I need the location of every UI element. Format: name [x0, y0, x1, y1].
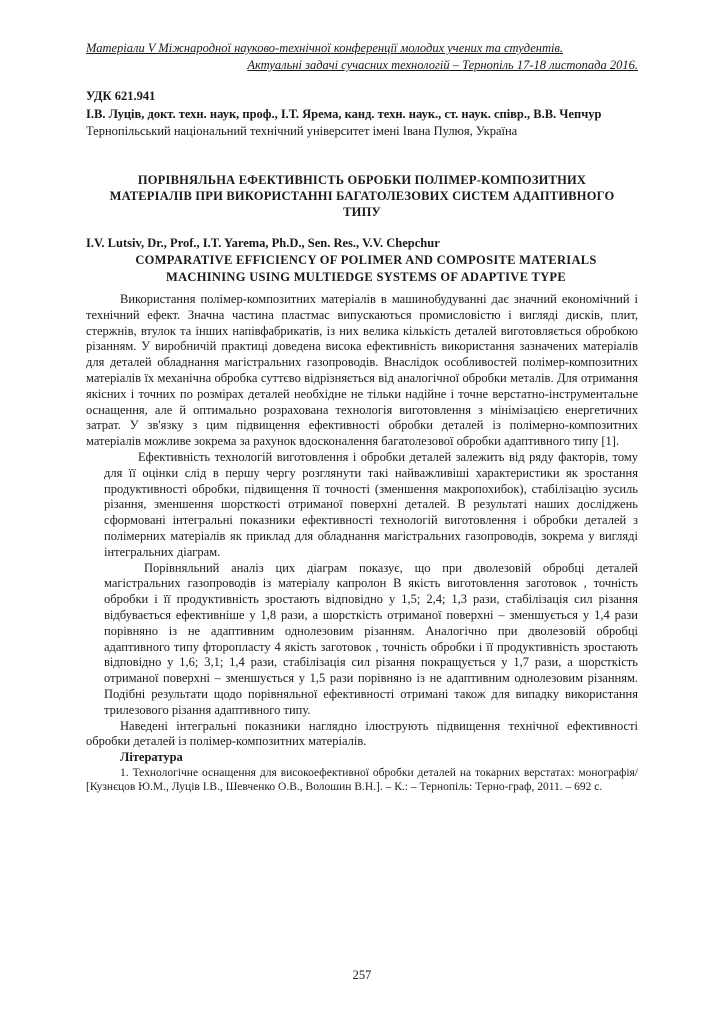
affiliation: Тернопільський національний технічний університет імені Івана Пулюя, Україна — [86, 124, 518, 138]
paragraph-3: Порівняльний аналіз цих діаграм показує, що при дволезовій обробці деталей магістральних газопроводів із матеріалу капролон В якість виготовлення заготовок , точність обробки і її продуктивність зростають відповідно у 1,5; 2,4; 1,3 рази, стабілізація сил різання відбувається ефективніше у 1,8 рази, а шорсткість отриманої поверхні – зменшується у 1,4 рази порівняно із не адаптивним однолезовим різанням. Аналогічно при дволезовій обробці адаптивного типу фторопласту 4 якість заготовок , точність обробки і її продуктивність зростають відповідно у 1,6; 3,1; 1,4 рази, стабілізація сил різання покращується у 1,7 рази, а шорсткість отриманої поверхні – зменшується у 1,5 рази порівняно із не адаптивним однолезовим різанням. Подібні результати щодо порівняльної ефективності отримані також для випадку використання трилезового різання адаптивного типу. — [104, 560, 638, 717]
title-ua: ПОРІВНЯЛЬНА ЕФЕКТИВНІСТЬ ОБРОБКИ ПОЛІМЕР-КОМПОЗИТНИХ МАТЕРІАЛІВ ПРИ ВИКОРИСТАННІ БАГАТОЛЕЗОВИХ СИСТЕМ АДАПТИВНОГО ТИПУ — [109, 173, 615, 219]
references-title: Література — [120, 750, 183, 765]
title-en: COMPARATIVE EFFICIENCY OF POLIMER AND COMPOSITE MATERIALS MACHINING USING MULTIEDGE SYSTEMS OF ADAPTIVE TYPE — [135, 253, 597, 284]
article-body — [86, 292, 638, 794]
reference-1: 1. Технологічне оснащення для високоефективної обробки деталей на токарних верстатах: монографія/ [Кузнєцов Ю.М., Луців І.В., Шевченко О.В., Волошин В.Н.]. – К.: – Тернопіль: Терно-граф, 2011. – 692 с. — [86, 766, 638, 793]
udc-code: УДК 621.941 — [86, 89, 156, 103]
authors-en: I.V. Lutsiv, Dr., Prof., I.T. Yarema, Ph.D., Sen. Res., V.V. Chepchur — [86, 236, 440, 250]
authors-ua: І.В. Луців, докт. техн. наук, проф., І.Т. Ярема, канд. техн. наук., ст. наук. співр., В.В. Чепчур — [86, 106, 602, 121]
page-number: 257 — [352, 968, 372, 982]
paragraph-2: Ефективність технологій виготовлення і обробки деталей залежить від ряду факторів, тому для її оцінки слід в першу чергу розглянути такі найважливіші характеристики як зростання продуктивності обробки, підвищення її точності (зменшення макропохибок), стабілізацію зусиль різання, зменшення шорсткості отриманої поверхні деталей. В результаті наших досліджень сформовані інтегральні показники ефективності технологій виготовлення і обробки деталей з полімерних матеріалів як приклад для обладнання магістральних газопроводів, зокрема у вигляді інтегральних діаграм. — [104, 449, 638, 559]
paragraph-1: Використання полімер-композитних матеріалів в машинобудуванні дає значний економічний і технічний ефект. Значна частина пластмас випускаються промисловістю і вигляді дисків, плит, стержнів, втулок та інших напівфабрикатів, із них велика кількість деталей виготовляється обробкою різанням. У виробничій практиці доведена висока ефективність використання зазначених матеріалів для деталей обладнання магістральних газопроводів. Внаслідок особливостей полімер-композитних матеріалів їх механічна обробка суттєво відрізняється від аналогічної обробки металів. Для отримання якісних і точних по розмірах деталей необхідне не тільки надійне і точне верстатно-інструментальне оснащення, але й оптимально розрахована технологія виготовлення з мінімізацією енергетичних затрат. У зв'язку з цим підвищення ефективності обробки деталей із полімерно-композитних матеріалів можливе зокрема за рахунок вдосконалення багатолезової обробки адаптивного типу [1]. — [86, 292, 638, 449]
paragraph-4: Наведені інтегральні показники наглядно ілюструють підвищення технічної ефективності обробки деталей із полімер-композитних матеріалів. — [86, 718, 638, 749]
article-meta — [86, 88, 646, 141]
conference-header-line-2: Актуальні задачі сучасних технологій – Тернопіль 17-18 листопада 2016. — [247, 58, 638, 72]
conference-header-line-1: Матеріали V Міжнародної науково-технічної конференції молодих учених та студентів. — [86, 41, 564, 55]
conference-header — [86, 40, 638, 74]
